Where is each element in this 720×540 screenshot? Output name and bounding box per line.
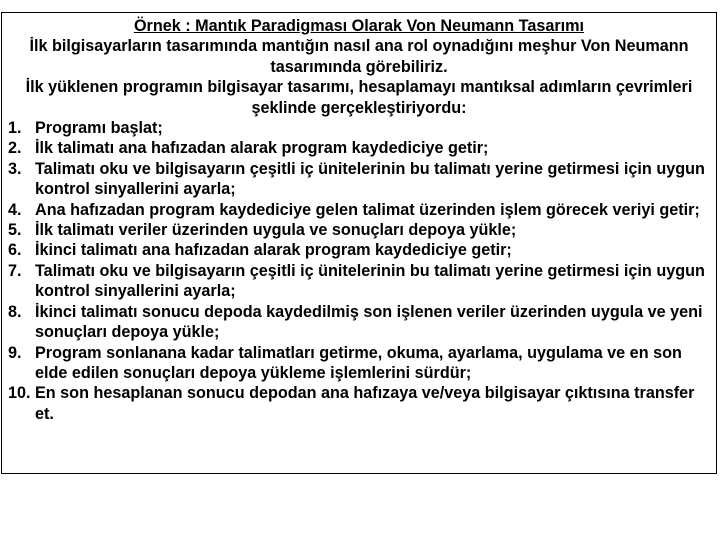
list-item bbox=[8, 240, 710, 260]
list-item bbox=[8, 159, 710, 200]
list-item bbox=[8, 138, 710, 158]
intro-paragraph-2: İlk yüklenen programın bilgisayar tasarımı, hesaplamayı mantıksal adımların çevrimleri şeklinde gerçekleştiriyordu: bbox=[25, 78, 693, 117]
step-number: 5. bbox=[8, 221, 22, 240]
list-item bbox=[8, 261, 710, 302]
step-text: İlk talimatı ana hafızadan alarak program kaydediciye getir; bbox=[35, 139, 489, 158]
steps-list bbox=[8, 118, 710, 424]
step-text: İkinci talimatı sonucu depoda kaydedilmiş son işlenen veriler üzerinden uygula ve yeni sonuçları depoya yükle; bbox=[35, 302, 703, 342]
step-number: 7. bbox=[8, 261, 22, 280]
list-item bbox=[8, 383, 710, 424]
intro-paragraph-1: İlk bilgisayarların tasarımında mantığın nasıl ana rol oynadığını meşhur Von Neumann tasarımında görebiliriz. bbox=[29, 37, 689, 76]
list-item bbox=[8, 200, 710, 220]
list-item bbox=[8, 343, 710, 384]
step-number: 9. bbox=[8, 343, 22, 362]
list-item bbox=[8, 118, 710, 138]
step-number: 6. bbox=[8, 241, 22, 260]
list-item bbox=[8, 302, 710, 343]
step-text: İlk talimatı veriler üzerinden uygula ve sonuçları depoya yükle; bbox=[35, 221, 517, 240]
step-text: Talimatı oku ve bilgisayarın çeşitli iç ünitelerinin bu talimatı yerine getirmesi için uygun kontrol sinyallerini ayarla; bbox=[35, 159, 705, 199]
step-text: Ana hafızadan program kaydediciye gelen talimat üzerinden işlem görecek veriyi getir; bbox=[35, 200, 700, 219]
step-number: 2. bbox=[8, 139, 22, 158]
step-number: 8. bbox=[8, 302, 22, 321]
step-number: 10. bbox=[8, 384, 31, 403]
step-number: 1. bbox=[8, 119, 22, 138]
step-text: Programı başlat; bbox=[35, 119, 163, 138]
slide-text-box bbox=[1, 12, 717, 474]
step-number: 3. bbox=[8, 159, 22, 178]
list-item bbox=[8, 220, 710, 240]
step-text: En son hesaplanan sonucu depodan ana hafızaya ve/veya bilgisayar çıktısına transfer et. bbox=[35, 384, 695, 423]
step-number: 4. bbox=[8, 200, 22, 219]
step-text: İkinci talimatı ana hafızadan alarak program kaydediciye getir; bbox=[35, 241, 512, 260]
slide-title: Örnek : Mantık Paradigması Olarak Von Neumann Tasarımı bbox=[133, 17, 585, 35]
step-text: Talimatı oku ve bilgisayarın çeşitli iç ünitelerinin bu talimatı yerine getirmesi için uygun kontrol sinyallerini ayarla; bbox=[35, 261, 705, 301]
step-text: Program sonlanana kadar talimatları getirme, okuma, ayarlama, uygulama ve en son elde edilen sonuçları depoya yükleme işlemlerini sürdür; bbox=[35, 343, 682, 382]
